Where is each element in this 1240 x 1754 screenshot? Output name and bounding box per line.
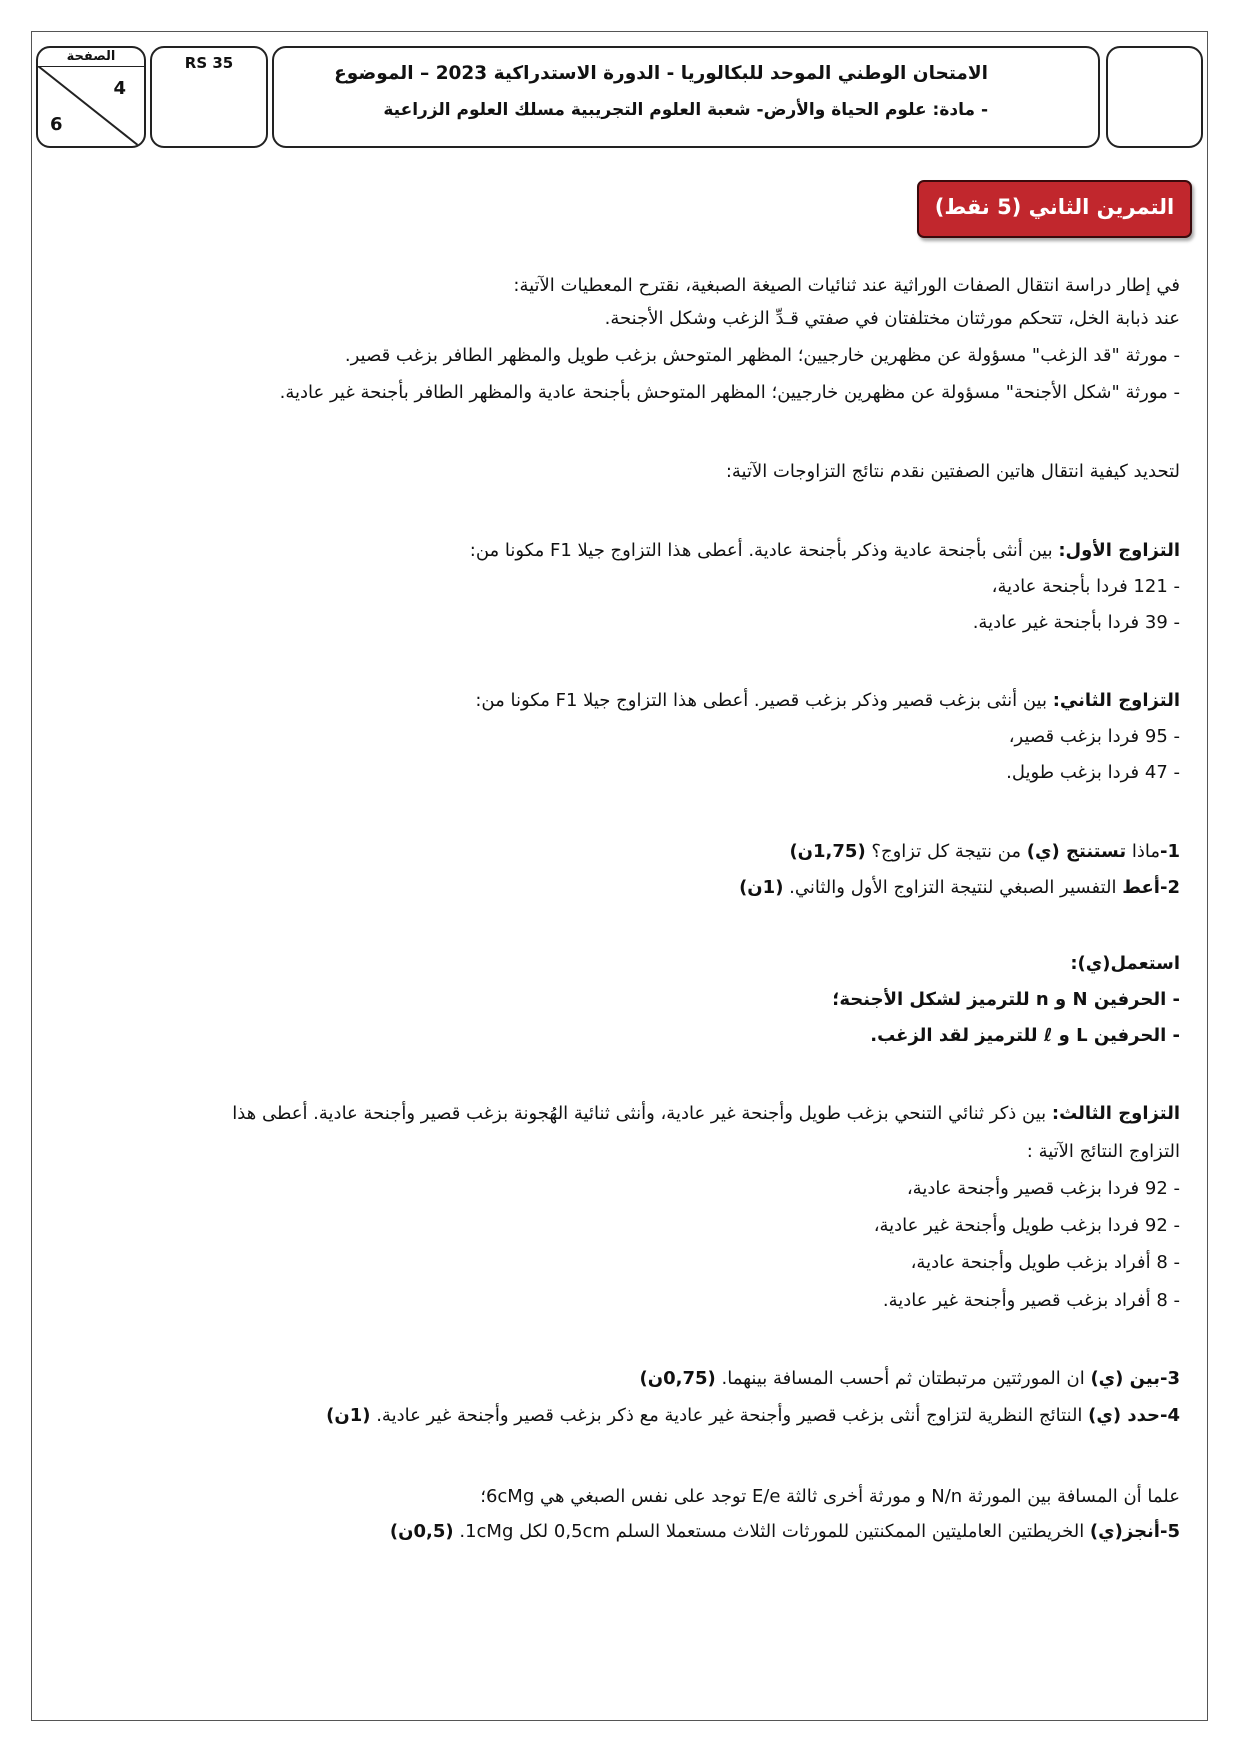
cross3-result-3: - 8 أفراد بزغب طويل وأجنحة عادية، [910,1252,1180,1273]
intro-line-2: عند ذبابة الخل، تتحكم مورثتان مختلفتان في صفتي قـدِّ الزغب وشكل الأجنحة. [604,308,1180,329]
q5-verb: أنجز(ي) [1089,1521,1160,1542]
cross3-line [232,1101,1180,1127]
cross1-result-2: - 39 فردا بأجنحة غير عادية. [972,612,1180,633]
q1-text: من نتيجة كل تزاوج؟ [865,841,1027,862]
question-3 [640,1366,1180,1392]
q2-number: 2- [1159,877,1180,898]
exam-title-box [272,46,1100,148]
q3-points: (0,75ن) [639,1368,716,1389]
cross2-result-1: - 95 فردا بزغب قصير، [1008,726,1180,747]
question-2 [739,875,1180,901]
logo-box [1106,46,1203,148]
cross2-line [475,688,1180,714]
q4-verb: حدد (ي) [1088,1405,1160,1426]
cross2-result-2: - 47 فردا بزغب طويل. [1006,762,1180,783]
q3-verb: بين (ي) [1090,1368,1160,1389]
q1-verb: تستنتج (ي) [1026,841,1127,862]
page-current: 4 [113,78,126,99]
exam-code-box [150,46,268,148]
exam-code: RS 35 [184,54,234,72]
cross3-result-4: - 8 أفراد بزغب قصير وأجنحة غير عادية. [882,1290,1180,1311]
q5-number: 5- [1159,1521,1180,1542]
page-number-box [36,46,146,148]
cross3-label: التزاوج الثالث: [1051,1103,1180,1124]
cross3-text: بين ذكر ثنائي التنحي بزغب طويل وأجنحة غير عادية، وأنثى ثنائية الهُجونة بزغب قصير وأجنحة عادية. أعطى هذا [232,1103,1052,1124]
q5-text: الخريطتين العامليتين الممكنتين للمورثات الثلاث مستعملا السلم 0,5cm لكل 1cMg. [453,1521,1090,1542]
q3-number: 3- [1159,1368,1180,1389]
q4-number: 4- [1159,1405,1180,1426]
q1-number: 1- [1159,841,1180,862]
cross3-result-1: - 92 فردا بزغب قصير وأجنحة عادية، [906,1178,1180,1199]
diagonal-divider [38,66,146,148]
exam-title: الامتحان الوطني الموحد للبكالوريا - الدورة الاستدراكية 2023 – الموضوع [334,63,988,84]
intro-line-3: - مورثة "قد الزغب" مسؤولة عن مظهرين خارجيين؛ المظهر المتوحش بزغب طويل والمظهر الطافر بزغب قصير. [344,345,1180,366]
cross3-text-2: التزاوج النتائج الآتية : [1026,1141,1180,1162]
use-title: استعمل(ي): [1070,953,1180,974]
page-label: الصفحة [38,48,144,67]
q2-verb: أعط [1122,877,1160,898]
cross1-result-1: - 121 فردا بأجنحة عادية، [991,576,1180,597]
question-4 [326,1403,1180,1429]
exam-subject: - مادة: علوم الحياة والأرض- شعبة العلوم التجريبية مسلك العلوم الزراعية [383,100,988,120]
exercise-title: التمرين الثاني (5 نقط) [917,180,1192,238]
q2-text: التفسير الصبغي لنتيجة التزاوج الأول والثاني. [783,877,1123,898]
q2-points: (1ن) [739,877,784,898]
cross3-result-2: - 92 فردا بزغب طويل وأجنحة غير عادية، [873,1215,1180,1236]
q3-text: ان المورثتين مرتبطتان ثم أحسب المسافة بينهما. [715,1368,1091,1389]
cross1-label: التزاوج الأول: [1058,540,1180,561]
cross2-text: بين أنثى بزغب قصير وذكر بزغب قصير. أعطى هذا التزاوج جيلا F1 مكونا من: [475,690,1053,711]
q1-pre: ماذا [1126,841,1160,862]
distance-note: علما أن المسافة بين المورثة N/n و مورثة أخرى ثالثة E/e توجد على نفس الصبغي هي 6cMg؛ [480,1486,1180,1507]
q5-points: (0,5ن) [389,1521,454,1542]
use-line-1: - الحرفين N و n للترميز لشكل الأجنحة؛ [832,989,1180,1010]
q1-points: (1,75ن) [789,841,866,862]
intro-line-4: - مورثة "شكل الأجنحة" مسؤولة عن مظهرين خارجيين؛ المظهر المتوحش بأجنحة عادية والمظهر الطافر بأجنحة غير عادية. [279,382,1180,403]
cross1-line [470,538,1180,564]
q4-text: النتائج النظرية لتزاوج أنثى بزغب قصير وأجنحة غير عادية مع ذكر بزغب قصير وأجنحة غير عادية. [370,1405,1089,1426]
use-line-2: - الحرفين L و ℓ للترميز لقد الزغب. [870,1025,1180,1046]
question-5 [390,1519,1180,1545]
q4-points: (1ن) [326,1405,371,1426]
intro-line-1: في إطار دراسة انتقال الصفات الوراثية عند ثنائيات الصيغة الصبغية، نقترح المعطيات الآتية: [513,275,1180,296]
cross2-label: التزاوج الثاني: [1052,690,1180,711]
page-total: 6 [50,114,63,135]
lead-text: لتحديد كيفية انتقال هاتين الصفتين نقدم نتائج التزاوجات الآتية: [725,461,1180,482]
question-1 [789,839,1180,865]
cross1-text: بين أنثى بأجنحة عادية وذكر بأجنحة عادية. أعطى هذا التزاوج جيلا F1 مكونا من: [469,540,1059,561]
